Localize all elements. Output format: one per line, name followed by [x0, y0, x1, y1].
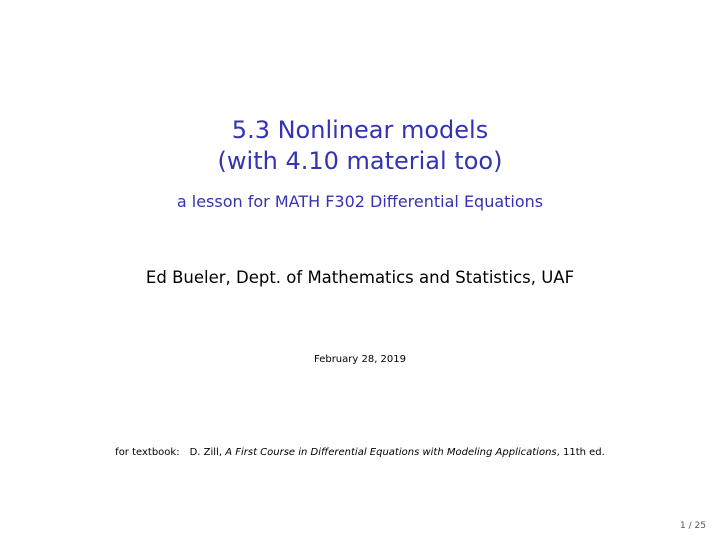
page-number: [680, 520, 706, 532]
date-line: February 28, 2019: [313, 354, 407, 365]
textbook-title: A First Course in Differential Equations with Modeling Applications: [225, 447, 557, 458]
page-separator: /: [685, 521, 695, 531]
textbook-author: D. Zill,: [189, 447, 223, 458]
textbook-reference: [0, 446, 720, 460]
slide-title-line1: 5.3 Nonlinear models: [231, 116, 489, 144]
slide-title-line2: (with 4.10 material too): [217, 147, 503, 175]
author-line: Ed Bueler, Dept. of Mathematics and Statistics, UAF: [145, 268, 575, 287]
slide-subtitle: a lesson for MATH F302 Differential Equations: [176, 192, 544, 211]
textbook-label: for textbook:: [115, 447, 180, 458]
page-current: 1: [680, 521, 686, 531]
page-total: 25: [694, 521, 706, 531]
textbook-edition: , 11th ed.: [556, 447, 605, 458]
